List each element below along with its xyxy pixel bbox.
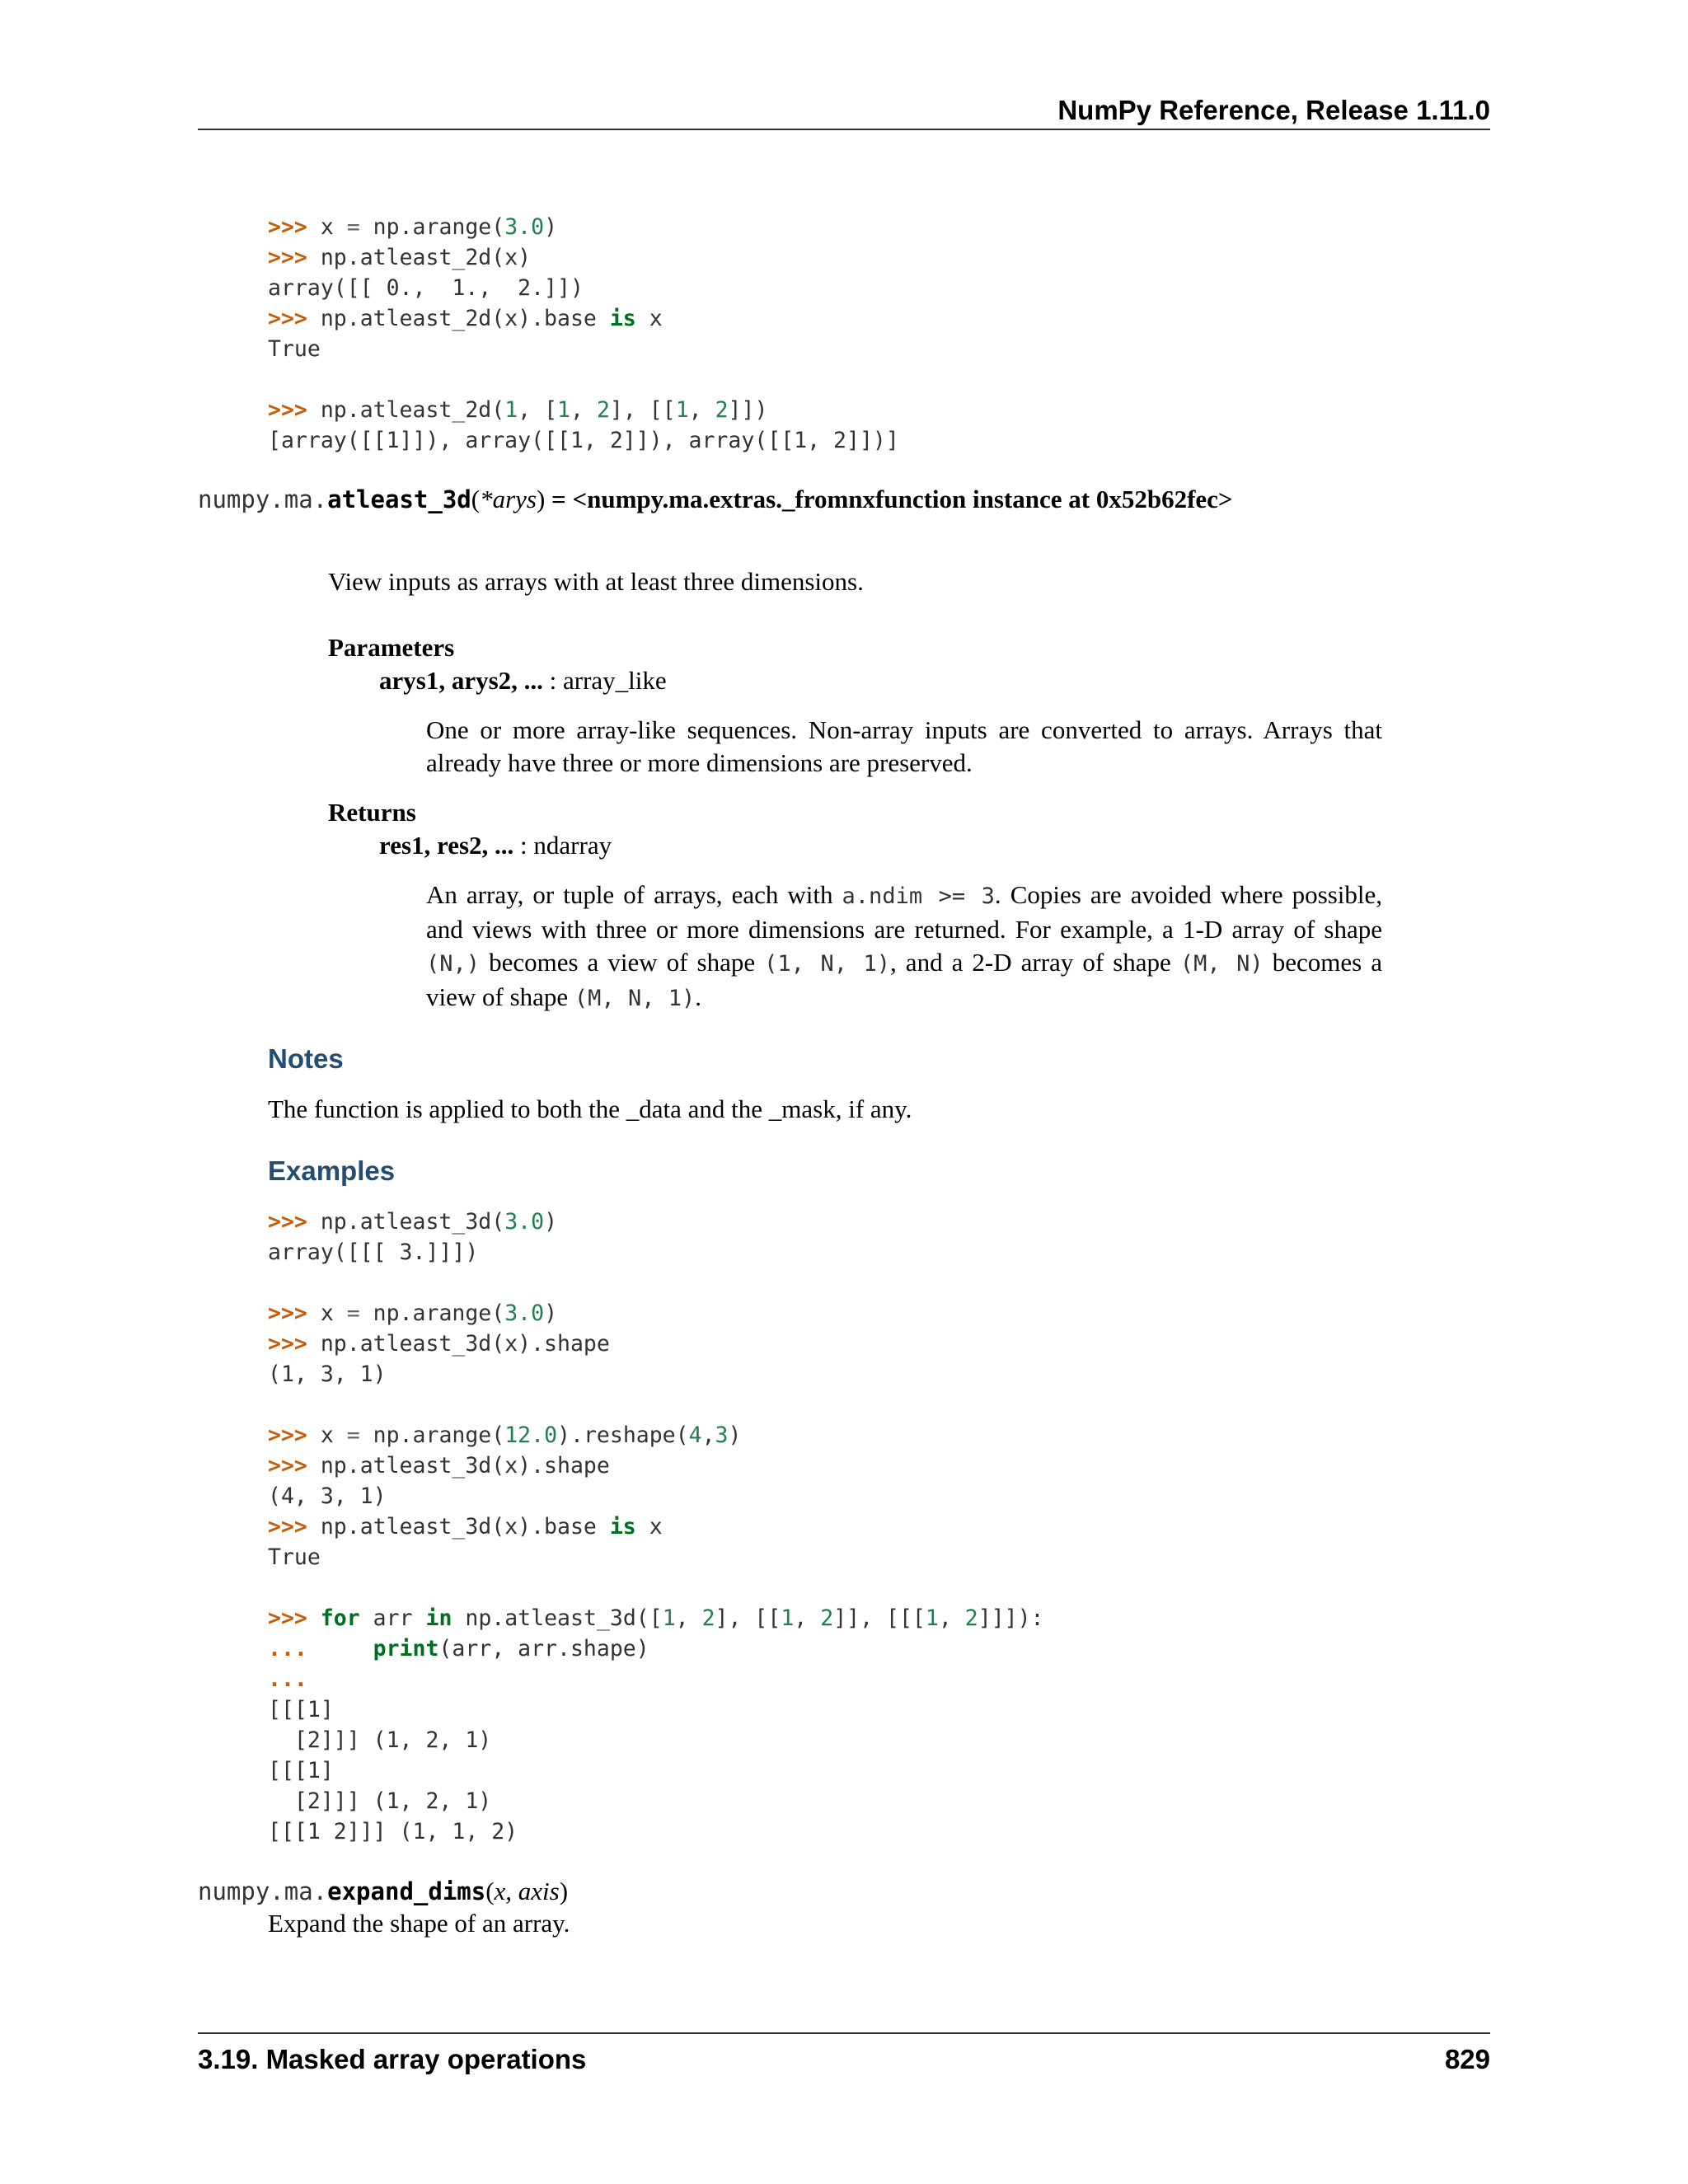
code-token: np.arange( (359, 1422, 505, 1448)
code-token: (arr, arr.shape) (438, 1636, 649, 1661)
code-line (268, 1786, 1044, 1816)
code-line (268, 395, 899, 425)
code-line (268, 1664, 1044, 1694)
code-token: np.atleast_2d( (320, 397, 505, 423)
code-token-op: = (346, 214, 360, 240)
signature-function-name: atleast_3d (327, 485, 471, 513)
code-token: np.arange( (359, 1301, 505, 1326)
code-token: , (570, 397, 597, 423)
code-token: ).reshape( (557, 1422, 689, 1448)
code-token-num: 2 (701, 1605, 715, 1631)
running-footer (198, 2032, 1490, 2083)
code-token-prompt: >>> (268, 245, 321, 270)
code-line (268, 1755, 1044, 1786)
code-line (268, 1694, 1044, 1725)
code-token-num: 3.0 (504, 1209, 545, 1235)
code-line (268, 364, 899, 395)
return-entry (379, 829, 612, 862)
code-line (268, 1816, 1044, 1847)
inline-code: (M, N, 1) (574, 986, 696, 1011)
code-token: array([[[ 3.]]]) (268, 1240, 479, 1265)
code-token-num: 12.0 (504, 1422, 558, 1448)
code-token: ]], [[[ (833, 1605, 926, 1631)
code-token: (1, 3, 1) (268, 1361, 387, 1387)
code-token: [2]]] (1, 2, 1) (268, 1788, 492, 1814)
code-token: ) (544, 1209, 558, 1235)
code-token-num: 1 (504, 397, 518, 423)
code-line (268, 425, 899, 456)
code-token-num: 4 (688, 1422, 702, 1448)
parameters-label: Parameters (328, 633, 455, 662)
code-line (268, 1633, 1044, 1664)
notes-text: The function is applied to both the _data and the _mask, if any. (268, 1094, 912, 1123)
signature-expand-dims: numpy.ma.expand_dims(x, axis) (198, 1877, 569, 1905)
code-token-prompt: >>> (268, 1453, 321, 1479)
code-token-prompt: ... (268, 1666, 307, 1692)
signature-params: *arys (480, 485, 537, 513)
code-block-atleast-2d-examples (268, 212, 899, 456)
parameter-type: : array_like (542, 666, 667, 695)
code-token: arr (359, 1605, 426, 1631)
code-token-num: 1 (557, 397, 571, 423)
code-line (268, 212, 899, 242)
code-line (268, 334, 899, 364)
code-token-prompt: >>> (268, 1605, 321, 1631)
code-token: [array([[1]]), array([[1, 2]]), array([[1, 2]])] (268, 428, 899, 453)
inline-code: (1, N, 1) (764, 951, 891, 977)
code-line (268, 1207, 1044, 1237)
code-token: x (320, 1301, 347, 1326)
code-token-prompt: >>> (268, 397, 321, 423)
code-token: , (688, 397, 715, 423)
code-line (268, 1268, 1044, 1298)
inline-code: (M, N) (1179, 951, 1264, 977)
code-token: [[[1] (268, 1697, 334, 1722)
code-token: np.atleast_3d( (320, 1209, 505, 1235)
signature-module: numpy.ma. (198, 1877, 328, 1905)
code-token-prompt: >>> (268, 214, 321, 240)
code-token-op: = (346, 1301, 360, 1326)
code-token: np.arange( (359, 214, 505, 240)
code-token: , (701, 1422, 715, 1448)
code-token: x (635, 306, 663, 331)
return-desc-text: . Copies are avoided where possible, and views with three or more dimensions are returned. For example, a 1-D array of shape (426, 880, 1383, 944)
code-token-op: = (346, 1422, 360, 1448)
return-name: res1, res2, ... (379, 831, 514, 860)
code-line (268, 1542, 1044, 1572)
return-desc-text: . (695, 982, 701, 1011)
code-token-num: 3.0 (504, 214, 545, 240)
code-token-num: 2 (715, 397, 729, 423)
code-line (268, 1725, 1044, 1755)
code-token: , (938, 1605, 965, 1631)
signature-atleast-3d: numpy.ma.atleast_3d(*arys) = <numpy.ma.extras._fromnxfunction instance at 0x52b62fec> (198, 485, 1233, 513)
return-desc-text: An array, or tuple of arrays, each with (426, 880, 842, 909)
code-line (268, 1359, 1044, 1390)
code-token-num: 3 (715, 1422, 729, 1448)
notes-heading: Notes (268, 1043, 344, 1074)
signature-module: numpy.ma. (198, 485, 328, 513)
code-line (268, 273, 899, 303)
code-token: x (320, 1422, 347, 1448)
inline-code: (N,) (426, 951, 481, 977)
code-token: [2]]] (1, 2, 1) (268, 1727, 492, 1753)
code-token: np.atleast_3d(x).shape (320, 1453, 610, 1479)
signature-function-name: expand_dims (327, 1877, 486, 1905)
parameter-description: One or more array-like sequences. Non-array inputs are converted to arrays. Arrays that already have three or more dimensions are preserved. (426, 715, 1382, 777)
code-token: ]]]): (978, 1605, 1044, 1631)
return-description (426, 879, 1382, 1015)
return-type: : ndarray (513, 831, 612, 860)
code-token: x (635, 1514, 663, 1540)
code-token-prompt: >>> (268, 1514, 321, 1540)
code-line (268, 1420, 1044, 1451)
code-token: , (794, 1605, 821, 1631)
code-token: (4, 3, 1) (268, 1483, 387, 1509)
code-line (268, 1451, 1044, 1481)
code-token-num: 2 (964, 1605, 978, 1631)
code-token: ], [[ (609, 397, 676, 423)
code-token: ) (544, 214, 558, 240)
inline-code: a.ndim >= 3 (842, 883, 995, 909)
code-token: ) (544, 1301, 558, 1326)
code-token: , (675, 1605, 702, 1631)
code-token-num: 1 (781, 1605, 795, 1631)
parameter-entry (379, 664, 667, 697)
code-token: ], [[ (715, 1605, 781, 1631)
header-title: NumPy Reference, Release 1.11.0 (1057, 95, 1490, 125)
return-desc-text: becomes a view of shape (426, 948, 1382, 1011)
footer-section: 3.19. Masked array operations (198, 2044, 587, 2074)
code-token-prompt: >>> (268, 1331, 321, 1357)
code-token-kw: for (320, 1605, 360, 1631)
code-token-num: 1 (925, 1605, 939, 1631)
code-line (268, 242, 899, 273)
code-token-kw: is (609, 306, 636, 331)
code-token: , [ (518, 397, 558, 423)
code-token-prompt: >>> (268, 306, 321, 331)
expand-dims-summary: Expand the shape of an array. (268, 1909, 570, 1938)
signature-params: x, axis (494, 1877, 560, 1905)
code-token-kw: in (425, 1605, 452, 1631)
code-token: array([[ 0., 1., 2.]]) (268, 275, 584, 301)
signature-value: = <numpy.ma.extras._fromnxfunction instance at 0x52b62fec> (545, 485, 1233, 513)
code-token: np.atleast_2d(x) (320, 245, 532, 270)
code-token: ) (728, 1422, 742, 1448)
code-token-prompt: >>> (268, 1209, 321, 1235)
code-line (268, 1237, 1044, 1268)
return-desc-text: , and a 2-D array of shape (890, 948, 1180, 977)
code-token: np.atleast_3d(x).shape (320, 1331, 610, 1357)
footer-page-number: 829 (1444, 2044, 1490, 2074)
examples-heading: Examples (268, 1155, 396, 1186)
code-token: ]]) (728, 397, 768, 423)
code-token-kw: print (373, 1636, 439, 1661)
code-line (268, 1603, 1044, 1633)
code-token: True (268, 1544, 321, 1570)
code-token: True (268, 336, 321, 362)
code-token: [[[1 2]]] (1, 1, 2) (268, 1819, 518, 1844)
code-token: np.atleast_3d([ (452, 1605, 663, 1631)
code-line (268, 1329, 1044, 1359)
atleast-3d-summary: View inputs as arrays with at least three dimensions. (328, 567, 864, 596)
returns-label: Returns (328, 798, 416, 827)
code-token-num: 1 (662, 1605, 676, 1631)
code-token: x (320, 214, 347, 240)
code-line (268, 1481, 1044, 1511)
code-line (268, 1572, 1044, 1603)
code-token-kw: is (609, 1514, 636, 1540)
code-token-prompt: >>> (268, 1422, 321, 1448)
code-token: [[[1] (268, 1758, 334, 1783)
code-line (268, 1511, 1044, 1542)
code-line (268, 1390, 1044, 1420)
code-line (268, 1298, 1044, 1329)
code-block-atleast-3d-examples (268, 1207, 1044, 1847)
code-token: np.atleast_2d(x).base (320, 306, 610, 331)
code-token-prompt: >>> (268, 1301, 321, 1326)
code-line (268, 303, 899, 334)
code-token-num: 3.0 (504, 1301, 545, 1326)
running-header (198, 92, 1490, 130)
parameter-name: arys1, arys2, ... (379, 666, 543, 695)
code-token-num: 2 (596, 397, 610, 423)
code-token-num: 1 (675, 397, 689, 423)
return-desc-text: becomes a view of shape (480, 948, 765, 977)
code-token-num: 2 (820, 1605, 834, 1631)
code-token: np.atleast_3d(x).base (320, 1514, 610, 1540)
code-token-prompt: ... (268, 1636, 373, 1661)
